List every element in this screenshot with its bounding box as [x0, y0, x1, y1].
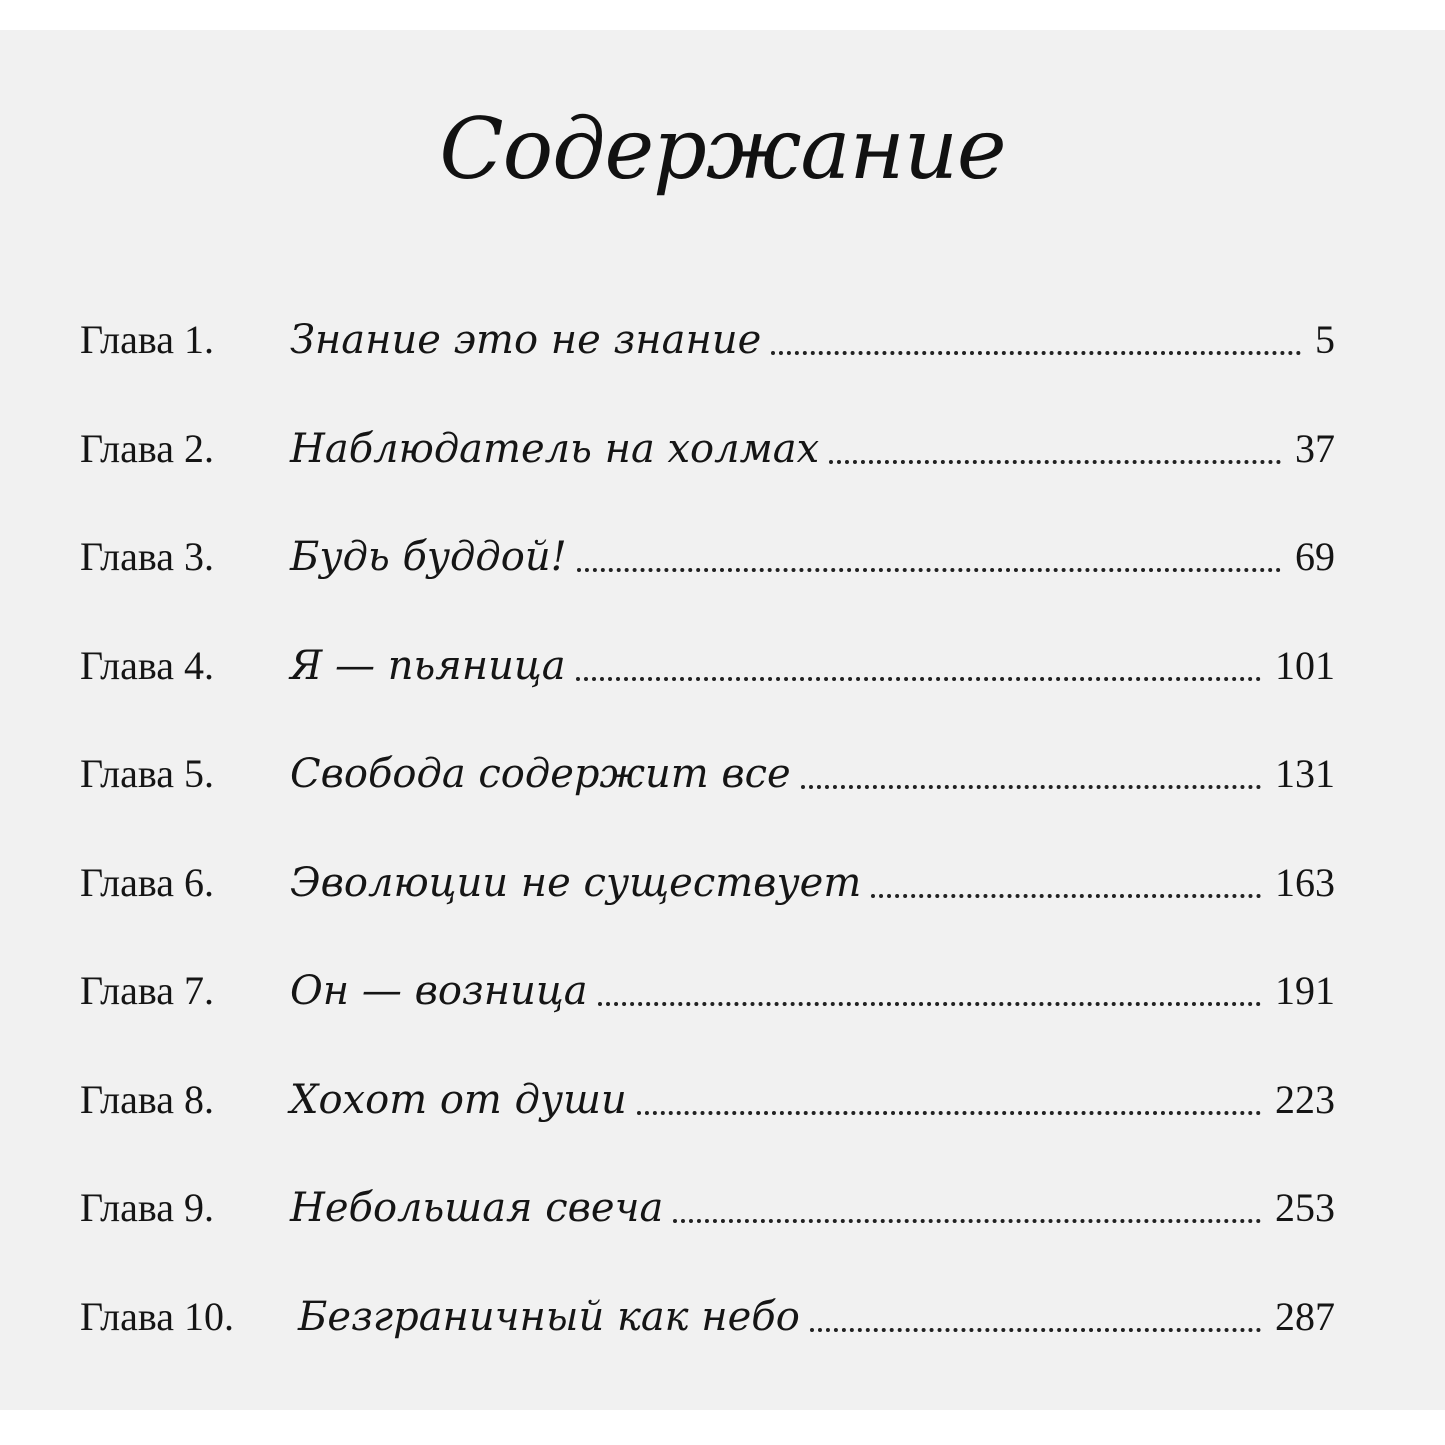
chapter-title: Свобода содержит все — [290, 751, 791, 797]
chapter-title: Небольшая свеча — [290, 1185, 664, 1231]
toc-entry-9 — [80, 1183, 1335, 1292]
chapter-label: Глава 3. — [80, 534, 214, 579]
chapter-title: Хохот от души — [290, 1076, 627, 1123]
toc-entry-5 — [80, 749, 1335, 858]
page-number: 5 — [1315, 317, 1335, 362]
dot-leader — [771, 315, 1301, 355]
page-number: 163 — [1275, 859, 1335, 905]
page-title: Содержание — [439, 100, 1006, 198]
dot-leader — [577, 532, 1281, 572]
chapter-label: Глава 4. — [80, 642, 214, 688]
page-number: 69 — [1295, 534, 1335, 579]
chapter-title: Я — пьяница — [290, 642, 566, 689]
toc-entry-4 — [80, 641, 1335, 750]
page-number: 37 — [1295, 425, 1335, 471]
dot-leader — [810, 1292, 1261, 1332]
toc-entry-8 — [80, 1075, 1335, 1184]
book-page — [0, 30, 1445, 1410]
chapter-label: Глава 7. — [80, 968, 214, 1013]
page-number: 191 — [1275, 968, 1335, 1013]
dot-leader — [871, 858, 1261, 898]
dot-leader — [801, 749, 1261, 789]
table-of-contents — [80, 315, 1335, 1400]
dot-leader — [576, 641, 1261, 681]
chapter-label: Глава 1. — [80, 317, 214, 362]
chapter-label: Глава 9. — [80, 1185, 214, 1230]
chapter-label: Глава 6. — [80, 859, 214, 905]
chapter-title: Безграничный как небо — [298, 1293, 800, 1340]
toc-entry-6 — [80, 858, 1335, 967]
chapter-title: Наблюдатель на холмах — [290, 425, 820, 472]
toc-entry-2 — [80, 424, 1335, 533]
chapter-label: Глава 5. — [80, 751, 214, 796]
chapter-label: Глава 10. — [80, 1293, 234, 1339]
dot-leader — [829, 424, 1281, 464]
dot-leader — [673, 1183, 1261, 1223]
chapter-title: Он — возница — [290, 968, 588, 1014]
chapter-label: Глава 8. — [80, 1076, 214, 1122]
page-number: 287 — [1275, 1293, 1335, 1339]
toc-entry-1 — [80, 315, 1335, 424]
toc-entry-7 — [80, 966, 1335, 1075]
dot-leader — [637, 1075, 1261, 1115]
chapter-title: Эволюции не существует — [290, 859, 862, 906]
chapter-label: Глава 2. — [80, 425, 214, 471]
page-number: 131 — [1275, 751, 1335, 796]
dot-leader — [598, 966, 1261, 1006]
chapter-title: Будь буддой! — [290, 534, 567, 580]
page-number: 101 — [1275, 642, 1335, 688]
toc-entry-10 — [80, 1292, 1335, 1401]
toc-entry-3 — [80, 532, 1335, 641]
page-number: 253 — [1275, 1185, 1335, 1230]
page-number: 223 — [1275, 1076, 1335, 1122]
chapter-title: Знание это не знание — [290, 317, 762, 363]
